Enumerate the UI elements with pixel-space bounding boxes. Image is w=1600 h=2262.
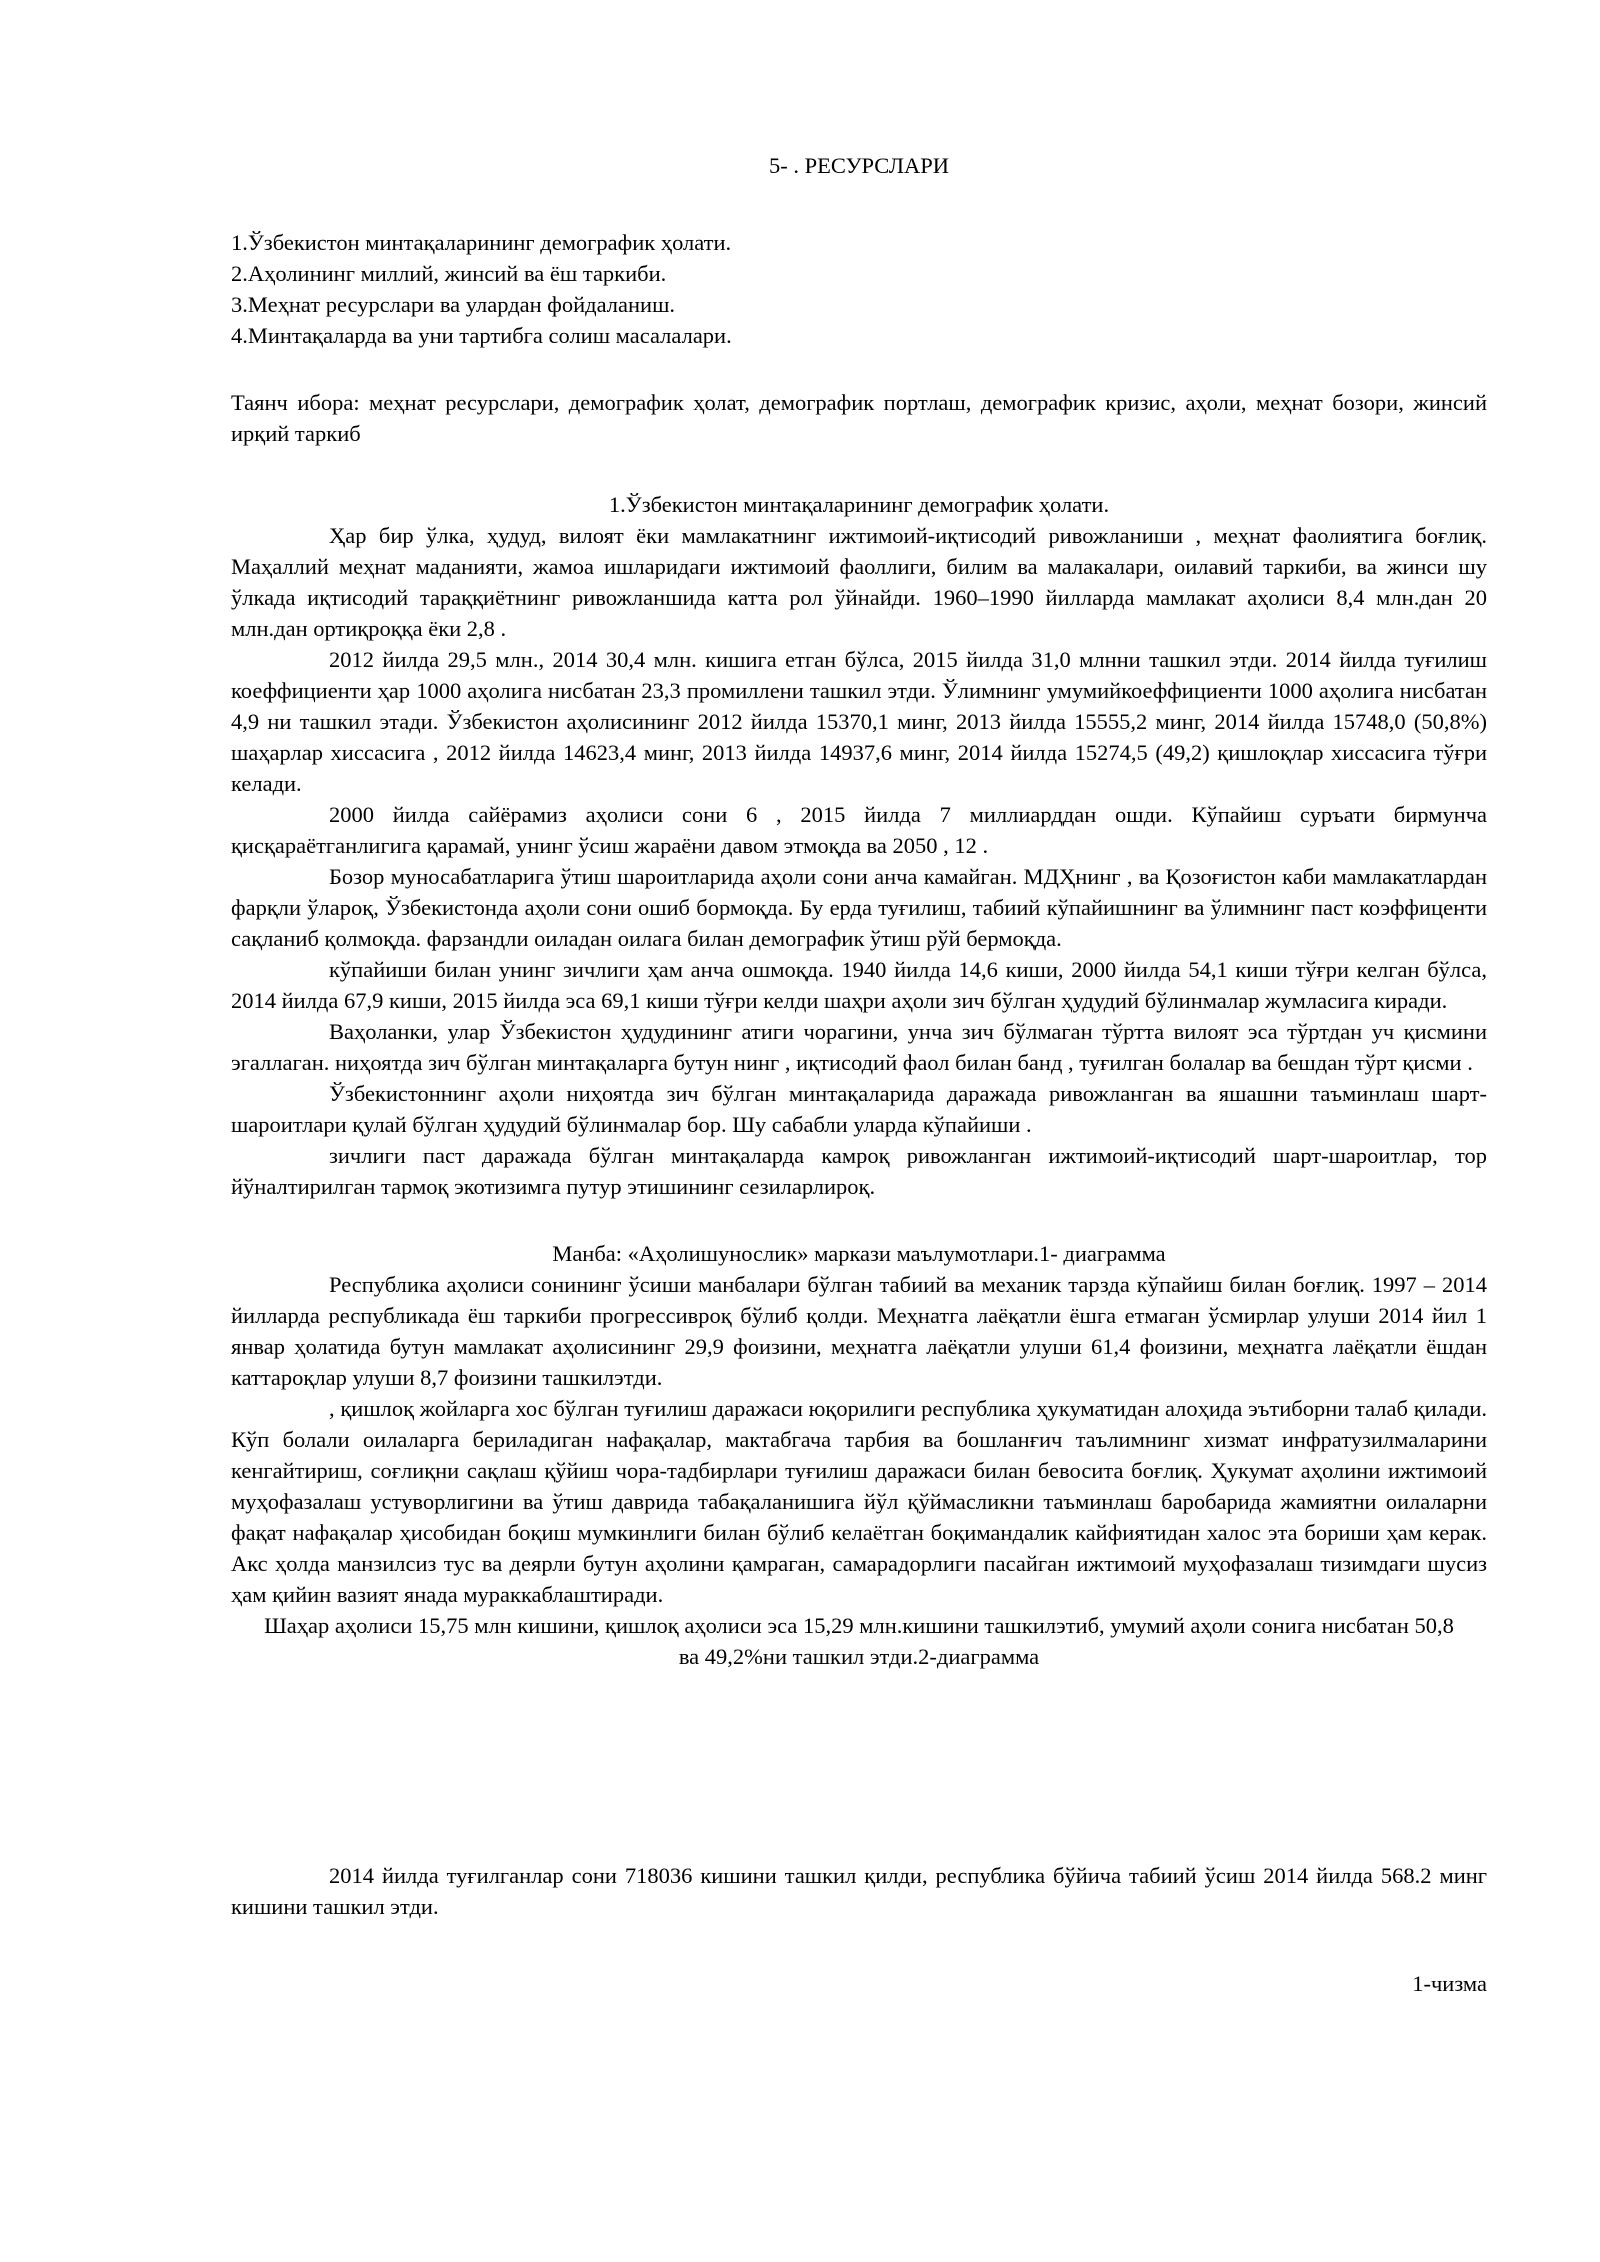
- document-page: [231, 150, 1487, 1999]
- body-paragraph: Республика аҳолиси сонининг ўсиши манбалари бўлган табиий ва механик тарзда кўпайиш билан боғлиқ. 1997 – 2014 йилларда республикада ёш таркиби прогрессивроқ бўлиб қолди. Меҳнатга лаёқатли ёшга етмаган ўсмирлар улуши 2014 йил 1 январ ҳолатида бутун мамлакат аҳолисининг 29,9 фоизини, меҳнатга лаёқатли улуши 61,4 фоизини, меҳнатга лаёқатли ёшдан каттароқлар улуши 8,7 фоизини ташкилэтди.: [231, 1272, 1487, 1390]
- plan-item: 2.Аҳолининг миллий, жинсий ва ёш таркиби.: [231, 261, 667, 286]
- plan-item: 1.Ўзбекистон минтақаларининг демографик ҳолати.: [231, 230, 732, 255]
- plan-item: 3.Меҳнат ресурслари ва улардан фойдаланиш.: [231, 292, 676, 317]
- urban-rural-caption: Шаҳар аҳолиси 15,75 млн кишини, қишлоқ аҳолиси эса 15,29 млн.кишини ташкилэтиб, умумий аҳоли сонига нисбатан 50,8 ва 49,2%ни ташкил этди.2-диаграмма: [264, 1613, 1454, 1669]
- source-caption: Манба: «Аҳолишунослик» маркази маълумотлари.1- диаграмма: [552, 1241, 1166, 1266]
- keywords-paragraph: Таянч ибора: меҳнат ресурслари, демографик ҳолат, демографик портлаш, демографик кризис, аҳоли, меҳнат бозори, жинсий ирқий таркиб: [231, 390, 1487, 446]
- body-paragraph: 2000 йилда сайёрамиз аҳолиси сони 6 , 2015 йилда 7 миллиарддан ошди. Кўпайиш суръати бирмунча қисқараётганлигига қарамай, унинг ўсиш жараёни давом этмоқда ва 2050 , 12 .: [231, 802, 1487, 858]
- plan-list: [231, 227, 1487, 351]
- body-paragraph: , қишлоқ жойларга хос бўлган туғилиш даражаси юқорилиги республика ҳукуматидан алоҳида эътиборни талаб қилади. Кўп болали оилаларга бериладиган нафақалар, мактабгача тарбия ва бошланғич таълимнинг хизмат инфратузилмаларини кенгайтириш, соғлиқни сақлаш қўйиш чора-тадбирлари туғилиш даражаси билан бевосита боғлиқ. Ҳукумат аҳолини ижтимоий муҳофазалаш устуворлигини ва ўтиш даврида табақаланишига йўл қўймасликни таъминлаш баробарида жамиятни оилаларни фақат нафақалар ҳисобидан боқиш мумкинлиги билан бўлиб келаётган боқимандалик кайфиятидан халос эта бориши ҳам керак. Акс ҳолда манзилсиз тус ва деярли бутун аҳолини қамраган, самарадорлиги пасайган ижтимоий муҳофазалаш тизимдаги шусиз ҳам қийин вазият янада мураккаблаштиради.: [231, 1396, 1487, 1607]
- body-paragraph: Ҳар бир ўлка, ҳудуд, вилоят ёки мамлакатнинг ижтимоий-иқтисодий ривожланиши , меҳнат фаолиятига боғлиқ. Маҳаллий меҳнат маданияти, жамоа ишларидаги ижтимоий фаоллиги, билим ва малакалари, оилавий таркиби, ва жинси шу ўлкада иқтисодий тараққиётнинг ривожланшида катта рол ўйнайди. 1960–1990 йилларда мамлакат аҳолиси 8,4 млн.дан 20 млн.дан ортиқроққа ёки 2,8 .: [231, 523, 1487, 641]
- plan-item: 4.Минтақаларда ва уни тартибга солиш масалалари.: [231, 323, 732, 348]
- body-paragraph: 2012 йилда 29,5 млн., 2014 30,4 млн. кишига етган бўлса, 2015 йилда 31,0 млнни ташкил этди. 2014 йилда туғилиш коеффициенти ҳар 1000 аҳолига нисбатан 23,3 промиллени ташкил этди. Ўлимнинг умумийкоеффициенти 1000 аҳолига нисбатан 4,9 ни ташкил этади. Ўзбекистон аҳолисининг 2012 йилда 15370,1 минг, 2013 йилда 15555,2 минг, 2014 йилда 15748,0 (50,8%) шаҳарлар хиссасига , 2012 йилда 14623,4 минг, 2013 йилда 14937,6 минг, 2014 йилда 15274,5 (49,2) қишлоқлар хиссасига тўғри келади.: [231, 647, 1487, 796]
- page-title: 5- . РЕСУРСЛАРИ: [768, 153, 950, 178]
- body-paragraph: кўпайиши билан унинг зичлиги ҳам анча ошмоқда. 1940 йилда 14,6 киши, 2000 йилда 54,1 киши тўғри келган бўлса, 2014 йилда 67,9 киши, 2015 йилда эса 69,1 киши тўғри келди шаҳри аҳоли зич бўлган ҳудудий бўлинмалар жумласига киради.: [231, 957, 1487, 1013]
- body-paragraph: Ўзбекистоннинг аҳоли ниҳоятда зич бўлган минтақаларида даражада ривожланган ва яшашни таъминлаш шарт-шароитлари қулай бўлган ҳудудий бўлинмалар бор. Шу сабабли уларда кўпайиши .: [231, 1081, 1487, 1137]
- figure-label: 1-чизма: [1412, 1971, 1487, 1996]
- births-paragraph: 2014 йилда туғилганлар сони 718036 кишини ташкил қилди, республика бўйича табиий ўсиш 2014 йилда 568.2 минг кишини ташкил этди.: [231, 1863, 1487, 1919]
- body-paragraph: зичлиги паст даражада бўлган минтақаларда камроқ ривожланган ижтимоий-иқтисодий шарт-шароитлар, тор йўналтирилган тармоқ экотизимга путур этишининг сезиларлироқ.: [231, 1143, 1487, 1199]
- body-paragraph: Бозор муносабатларига ўтиш шароитларида аҳоли сони анча камайган. МДҲнинг , ва Қозоғистон каби мамлакатлардан фарқли ўлароқ, Ўзбекистонда аҳоли сони ошиб бормоқда. Бу ерда туғилиш, табиий кўпайишнинг ва ўлимнинг паст коэффиценти сақланиб қолмоқда. фарзандли оиладан оилага билан демографик ўтиш рўй бермоқда.: [231, 864, 1487, 951]
- section-heading: 1.Ўзбекистон минтақаларининг демографик ҳолати.: [608, 492, 1110, 517]
- body-paragraph: Ваҳоланки, улар Ўзбекистон ҳудудининг атиги чорагини, унча зич бўлмаган тўртта вилоят эса тўртдан уч қисмини эгаллаган. ниҳоятда зич бўлган минтақаларга бутун нинг , иқтисодий фаол билан банд , туғилган болалар ва бешдан тўрт қисми .: [231, 1019, 1487, 1075]
